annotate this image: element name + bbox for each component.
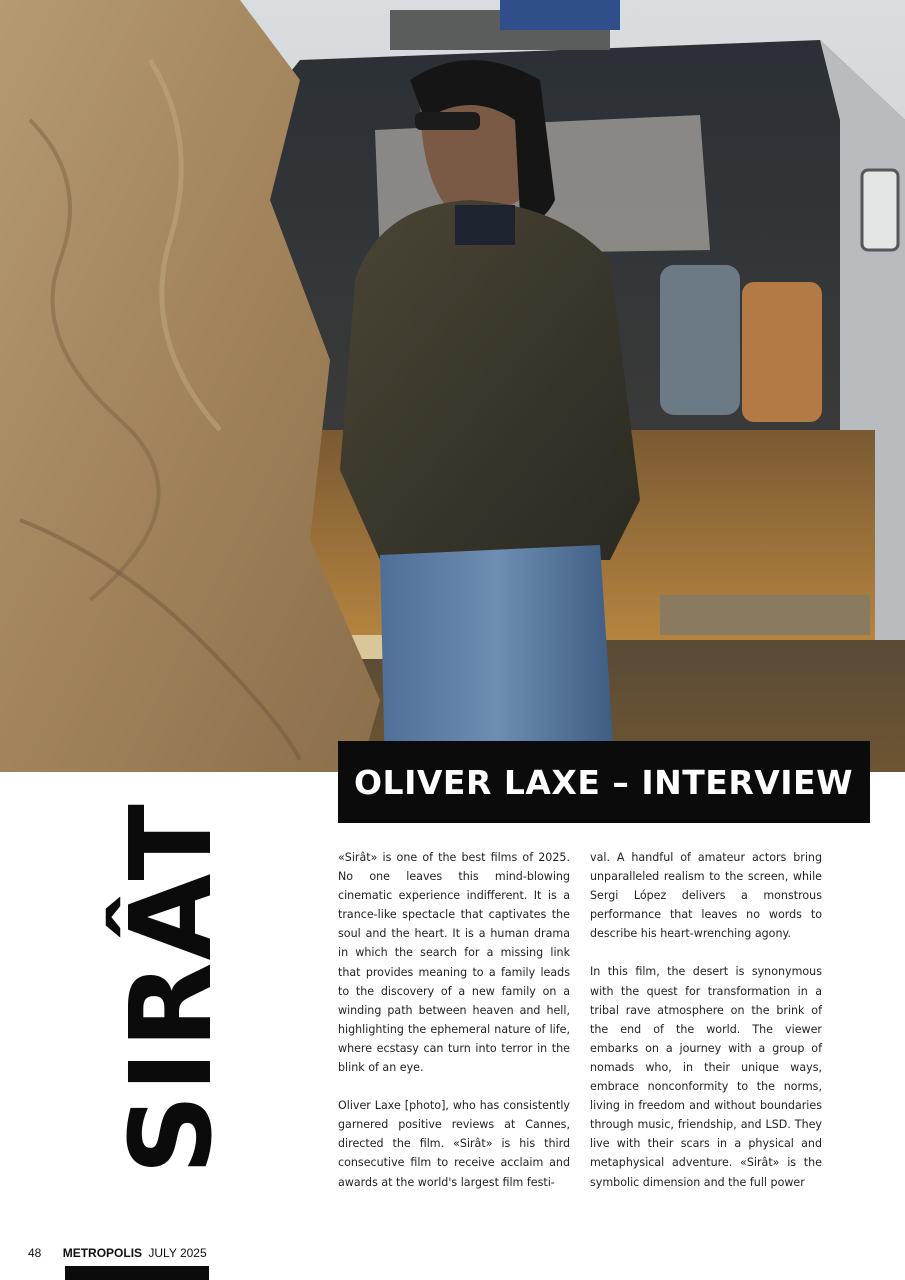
article-column-1 xyxy=(338,848,570,1211)
headline-banner xyxy=(338,741,870,823)
paragraph: In this film, the desert is synonymous with the quest for transformation in a tribal rave atmosphere on the brink of the end of the world. The viewer embarks on a journey with a group of nomads who, in their unique ways, embrace nonconformity to the norms, living in freedom and without boundaries through music, friendship, and LSD. They live with their scars in a physical and metaphysical adventure. «Sirât» is the symbolic dimension and the full power xyxy=(590,965,822,1189)
page-number: 48 xyxy=(28,1246,42,1260)
film-title-vertical: SIRÂT xyxy=(107,802,237,1175)
paragraph: val. A handful of amateur actors bring unparalleled realism to the screen, while Sergi López delivers a monstrous performance that leaves no words to describe his heart-wrenching agony. xyxy=(590,851,822,941)
magazine-name: METROPOLIS xyxy=(62,1246,143,1260)
issue-date: JULY 2025 xyxy=(148,1246,207,1260)
paragraph: «Sirât» is one of the best films of 2025. No one leaves this mind-blowing cinematic experience indifferent. It is a trance-like spectacle that captivates the soul and the heart. It is a human drama in which the search for a missing link that provides meaning to a family leads to the discovery of a new family on a winding path between heaven and hell, highlighting the ephemeral nature of life, where ecstasy can turn into terror in the blink of an eye. xyxy=(338,851,570,1075)
page-title: OLIVER LAXE – INTERVIEW xyxy=(354,762,853,802)
article-column-2 xyxy=(590,848,822,1211)
footer-bar xyxy=(65,1266,209,1280)
page-footer xyxy=(28,1246,207,1260)
paragraph: Oliver Laxe [photo], who has consistently garnered positive reviews at Cannes, directed the film. «Sirât» is his third consecutive film to receive acclaim and awards at the world's largest film festi- xyxy=(338,1099,570,1189)
